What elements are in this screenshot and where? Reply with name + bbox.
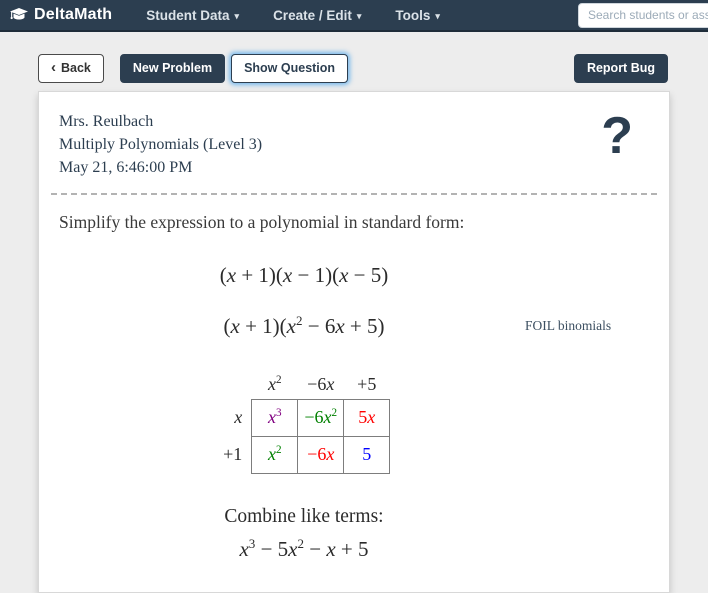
brand-name: DeltaMath: [34, 6, 113, 23]
col-header: −6x: [307, 373, 335, 394]
help-question-mark-icon[interactable]: ?: [601, 107, 633, 165]
final-answer: $x^3 - 5x^2 - x + 5$: [239, 535, 369, 561]
chevron-down-icon: ▾: [435, 10, 440, 21]
back-button[interactable]: [38, 54, 104, 83]
product-cell: $x^3$: [252, 399, 298, 436]
problem-prompt: Simplify the expression to a polynomial in standard form:: [59, 212, 465, 232]
search-container: [578, 3, 708, 28]
chevron-left-icon: ‹: [51, 58, 56, 76]
table-header-row: [218, 371, 390, 399]
table-row: [218, 436, 390, 473]
expression-original: (x + 1)(x − 1)(x − 5): [219, 263, 389, 287]
show-question-button[interactable]: Show Question: [231, 54, 348, 83]
step-hint: FOIL binomials: [525, 318, 612, 333]
teacher-name: Mrs. Reulbach: [59, 113, 154, 130]
nav-create-edit[interactable]: [273, 8, 361, 23]
nav-student-data[interactable]: [146, 8, 239, 23]
col-header: $x^2$: [267, 373, 282, 394]
toolbar: [38, 54, 670, 83]
product-cell: 5: [344, 436, 390, 473]
combine-like-terms-label: Combine like terms:: [224, 505, 384, 527]
product-cell: $x^2$: [252, 436, 298, 473]
nav-create-edit-label: Create / Edit: [273, 7, 352, 23]
top-navbar: [0, 0, 708, 32]
deltamath-logo[interactable]: [10, 6, 112, 24]
dashed-divider: [51, 193, 657, 195]
product-cell: $-6x^2$: [298, 399, 344, 436]
chevron-down-icon: ▾: [356, 10, 362, 21]
chevron-down-icon: ▾: [234, 10, 240, 21]
product-cell: 5x: [344, 399, 390, 436]
nav-student-data-label: Student Data: [146, 7, 230, 23]
expression-step1: $(x + 1)(x^2 - 6x + 5)$: [223, 313, 385, 338]
table-row: [218, 399, 390, 436]
assignment-title: Multiply Polynomials (Level 3): [59, 136, 263, 153]
multiplication-table: [218, 371, 391, 474]
problem-timestamp: May 21, 6:46:00 PM: [59, 159, 193, 176]
nav-tools[interactable]: [395, 8, 440, 23]
problem-card: [38, 91, 670, 593]
back-button-label: Back: [61, 61, 91, 75]
solution-column: [59, 263, 612, 562]
col-header: +5: [357, 373, 377, 394]
report-bug-button[interactable]: Report Bug: [574, 54, 668, 83]
search-input[interactable]: [578, 3, 708, 28]
new-problem-button[interactable]: New Problem: [120, 54, 225, 83]
row-header: x: [234, 407, 243, 427]
graduation-cap-icon: [10, 8, 28, 22]
row-header: +1: [223, 444, 243, 464]
nav-tools-label: Tools: [395, 7, 431, 23]
table-corner: [218, 371, 252, 399]
expression-step-row: [59, 313, 612, 339]
product-cell: −6x: [298, 436, 344, 473]
